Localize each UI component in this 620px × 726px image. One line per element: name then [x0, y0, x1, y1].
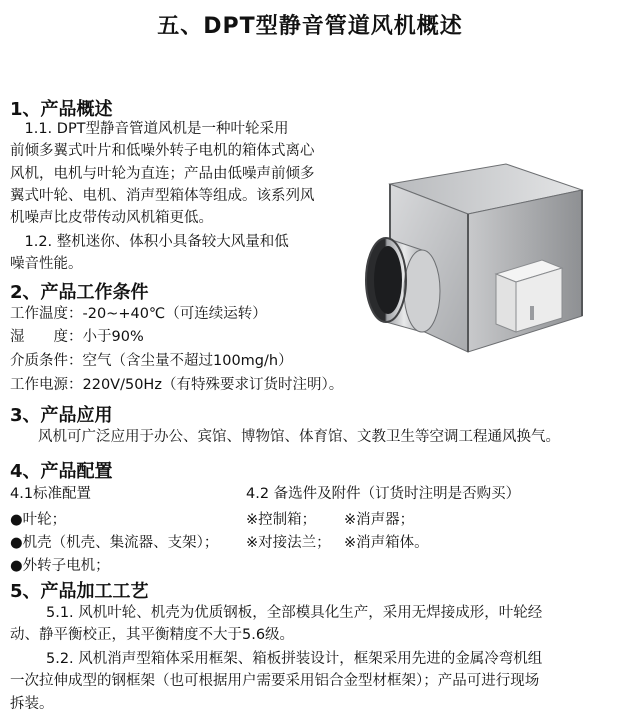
s2-line: 工作电源：220V/50Hz（有特殊要求订货时注明）。 — [10, 377, 344, 393]
optional-item: ※控制箱； — [246, 512, 317, 528]
s1-p1-line: 1.1. DPT型静音管道风机是一种叶轮采用 — [10, 121, 289, 137]
optional-item: ※消声箱体。 — [344, 535, 429, 551]
s5-p2-line: 5.2. 风机消声型箱体采用框架、箱板拼装设计，框架采用先进的金属冷弯机组 — [46, 651, 543, 667]
optional-item: ※对接法兰； — [246, 535, 331, 551]
s2-line: 工作温度：-20~+40℃（可连续运转） — [10, 306, 267, 322]
s5-p2-line: 拆装。 — [10, 696, 54, 712]
standard-config-label: 4.1标准配置 — [10, 486, 92, 502]
section-4-heading: 4、产品配置 — [10, 461, 113, 482]
optional-item: ※消声器； — [344, 512, 415, 528]
s1-p1-line: 前倾多翼式叶片和低噪外转子电机的箱体式离心 — [10, 143, 315, 159]
s5-p1-line: 动、静平衡校正，其平衡精度不大于5.6级。 — [10, 627, 295, 643]
s1-p1-line: 机噪声比皮带传动风机箱更低。 — [10, 210, 213, 226]
section-5-heading: 5、产品加工工艺 — [10, 581, 149, 602]
s3-text: 风机可广泛应用于办公、宾馆、博物馆、体育馆、文教卫生等空调工程通风换气。 — [38, 429, 560, 445]
s1-p1-line: 风机，电机与叶轮为直连；产品由低噪声前倾多 — [10, 166, 315, 182]
s2-line: 介质条件：空气（含尘量不超过100mg/h） — [10, 353, 293, 369]
optional-config-label: 4.2 备选件及附件（订货时注明是否购买） — [246, 486, 521, 502]
duct-fan-illustration — [346, 156, 596, 366]
standard-item: ●外转子电机； — [10, 558, 110, 574]
section-2-heading: 2、产品工作条件 — [10, 282, 149, 303]
page-title: 五、DPT型静音管道风机概述 — [157, 14, 463, 39]
section-3-heading: 3、产品应用 — [10, 405, 113, 426]
s5-p2-line: 一次拉伸成型的钢框架（也可根据用户需要采用铝合金型材框架）；产品可进行现场 — [10, 673, 540, 689]
s1-p2-line: 噪音性能。 — [10, 256, 83, 272]
s1-p1-line: 翼式叶轮、电机、消声型箱体等组成。该系列风 — [10, 188, 315, 204]
s1-p2-line: 1.2. 整机迷你、体积小具备较大风量和低 — [10, 234, 289, 250]
standard-item: ●叶轮； — [10, 512, 67, 528]
section-1-heading: 1、产品概述 — [10, 99, 113, 120]
standard-item: ●机壳（机壳、集流器、支架）； — [10, 535, 219, 551]
s2-line: 湿 度：小于90% — [10, 329, 144, 345]
s5-p1-line: 5.1. 风机叶轮、机壳为优质钢板，全部模具化生产，采用无焊接成形，叶轮经 — [46, 605, 543, 621]
